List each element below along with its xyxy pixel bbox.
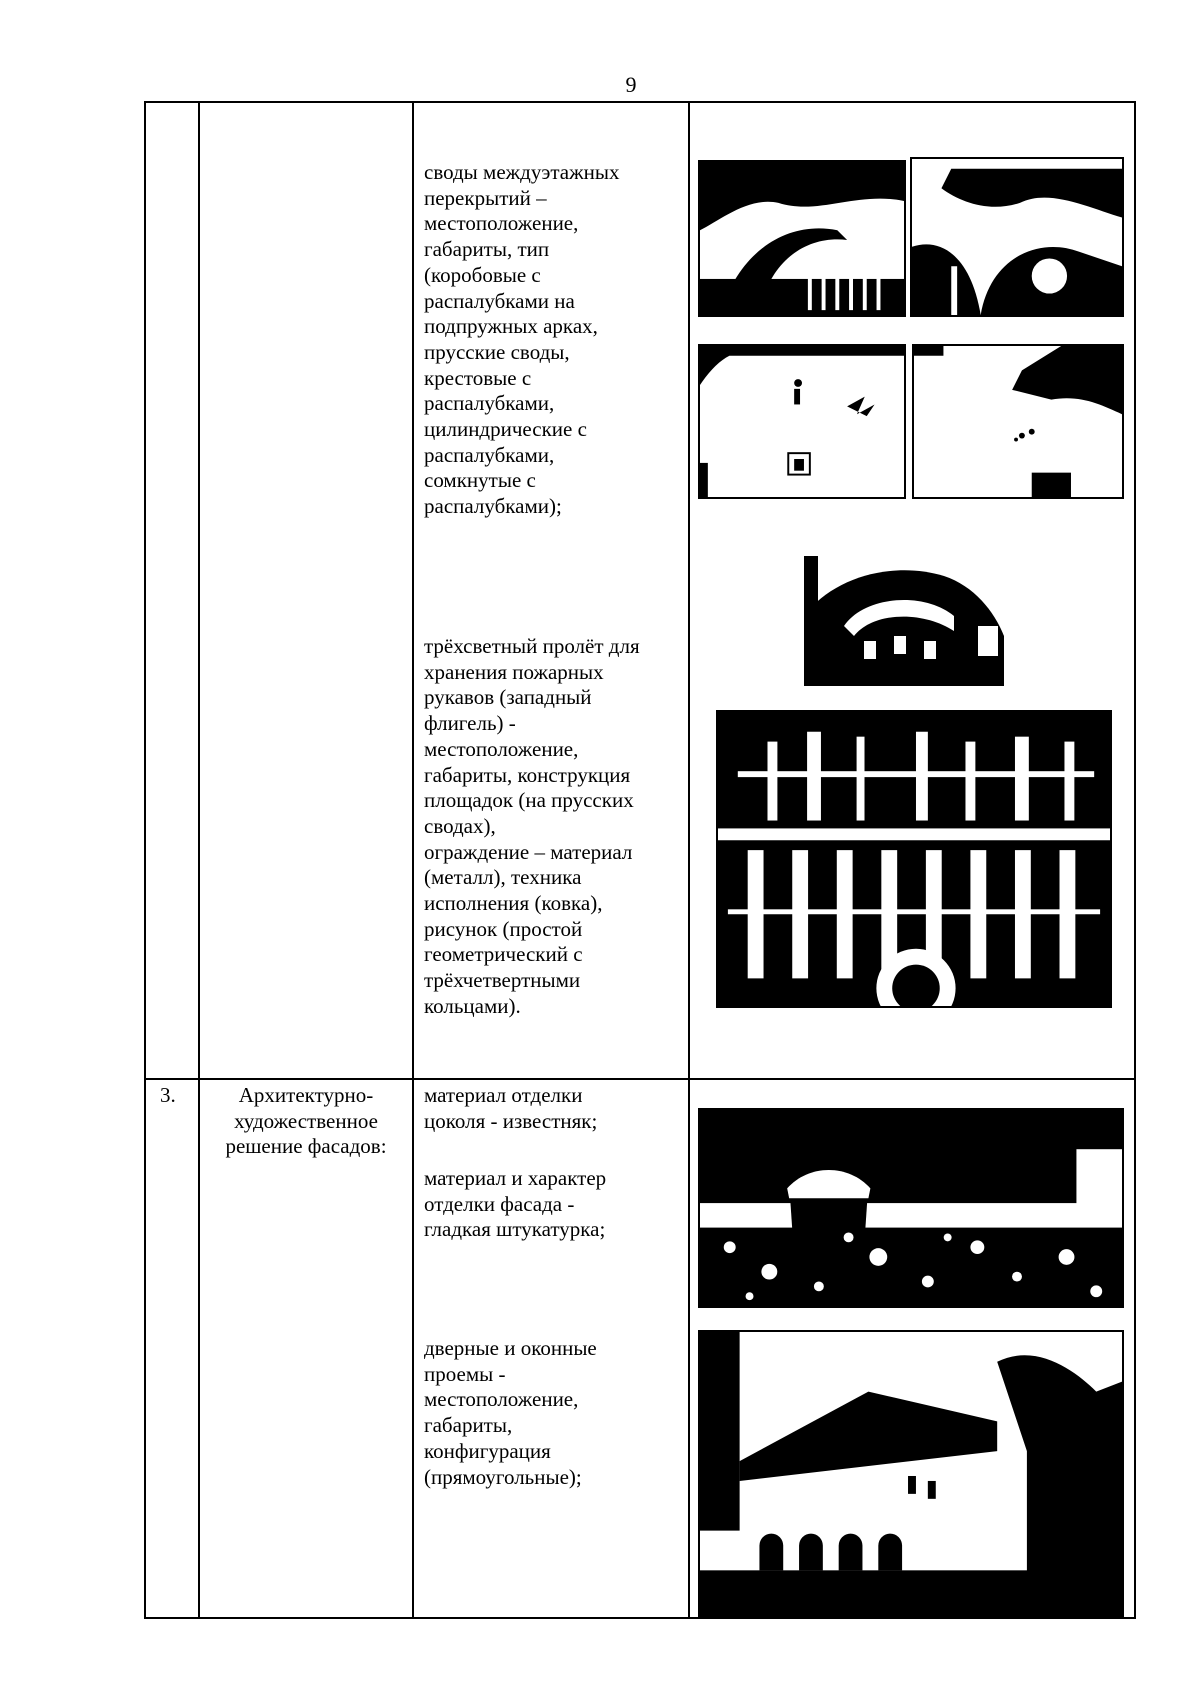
page-number: 9 <box>625 72 637 97</box>
vault-photo-3 <box>698 344 906 499</box>
plinth-description: материал отделки цоколя - известняк; <box>424 1083 598 1133</box>
table-border-left <box>144 101 146 1619</box>
section-title: Архитектурно- художественное решение фасадов: <box>225 1083 387 1159</box>
stairwell-description: трёхсветный пролёт для хранения пожарных рукавов (западный флигель) - местоположение, габариты, конструкция площадок (на прусских сводах), ограждение – материал (металл), техника исполнения (ковка), рисунок (простой геометрический с трёхчетвертными кольцами). <box>424 634 640 1018</box>
vault-photo-4 <box>912 344 1124 499</box>
openings-description: дверные и оконные проемы - местоположение, габариты, конфигурация (прямоугольные); <box>424 1336 597 1489</box>
vaults-description: своды междуэтажных перекрытий – местоположение, габариты, тип (коробовые с распалубками на подпружных арках, прусские своды, крестовые с распалубками, цилиндрические с распалубками, сомкнутые с распалубками); <box>424 160 620 519</box>
vault-photo-2 <box>910 157 1124 317</box>
row-divider <box>144 1078 1136 1080</box>
column-divider-1 <box>198 101 200 1619</box>
table-border-bottom <box>144 1617 1136 1619</box>
plinth-photo <box>698 1108 1124 1308</box>
facade-photo <box>698 1330 1124 1617</box>
row-number: 3. <box>160 1083 176 1107</box>
vault-photo-5 <box>804 556 1014 686</box>
column-divider-2 <box>412 101 414 1619</box>
column-divider-3 <box>688 101 690 1619</box>
facade-finish-description: материал и характер отделки фасада - гладкая штукатурка; <box>424 1166 607 1242</box>
table-border-top <box>144 101 1136 103</box>
stairwell-photo <box>716 710 1112 1008</box>
table-border-right <box>1134 101 1136 1619</box>
vault-photo-1 <box>698 160 906 317</box>
